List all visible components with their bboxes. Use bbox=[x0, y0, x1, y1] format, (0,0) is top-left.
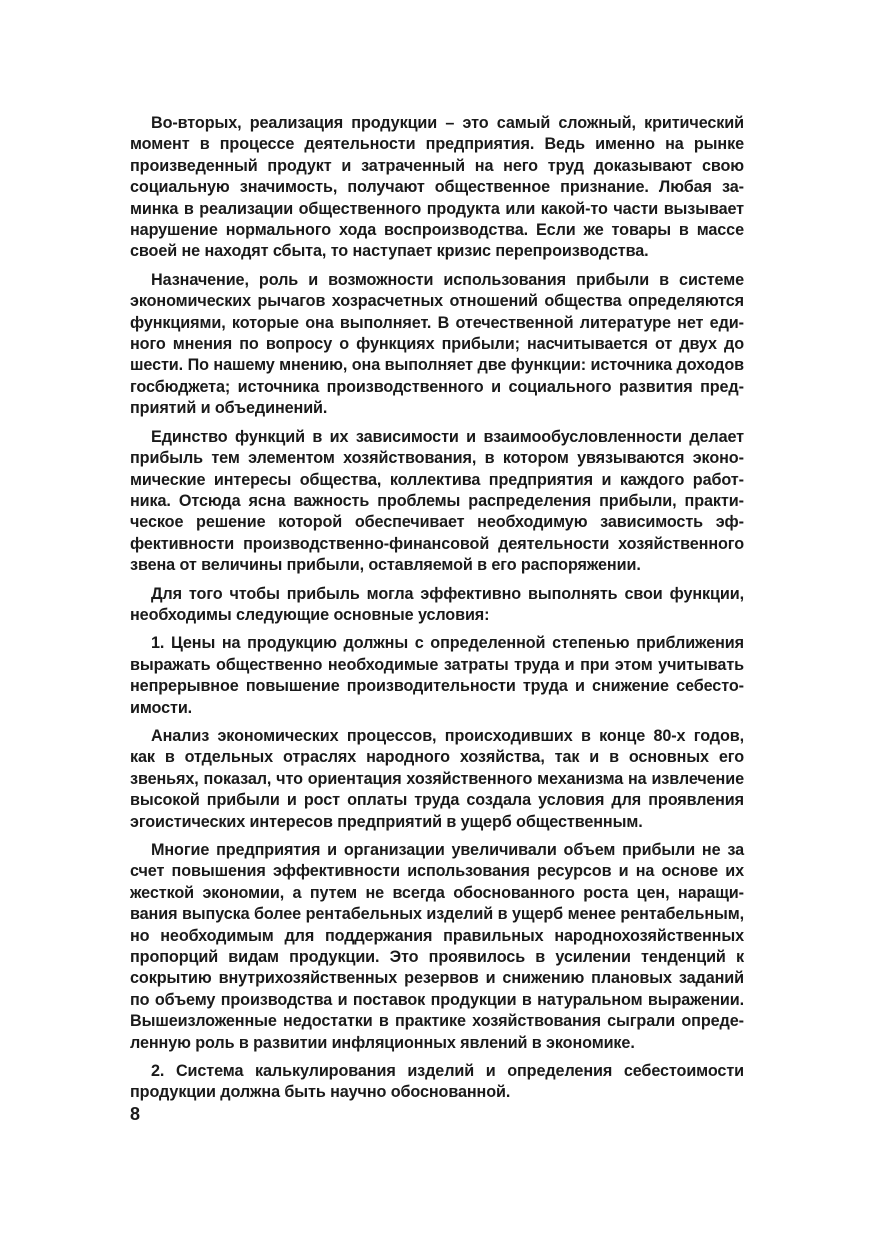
paragraph-6: Анализ экономических процессов, происходивших в конце 80-х годов, как в отдельных отраслях народного хозяйства, так и в основных его звеньях, показал, что ориентация хозяйственного механизма на извлечение высокой прибыли и рост оплаты труда создала условия для проявления эгоистических интересов предприятий в ущерб общественным. bbox=[130, 726, 744, 831]
paragraph-1: Во-вторых, реализация продукции – это самый сложный, критический момент в процессе деятельности предприятия. Ведь именно на рынке произведенный продукт и затраченный на него труд доказывают свою социальную значимость, получают общественное признание. Любая заминка в реализации общественного продукта или какой-то части вызывает нарушение нормального хода воспроизводства. Если же товары в массе своей не находят сбыта, то наступает кризис перепроизводства. bbox=[130, 114, 744, 261]
paragraph-7: Многие предприятия и организации увеличивали объем прибыли не за счет повышения эффективности использования ресурсов и на основе их жесткой экономии, а путем не всегда обоснованного роста цен, наращивания выпуска более рентабельных изделий в ущерб менее рентабельным, но необходимым для поддержания правильных народнохозяйственных пропорций видам продукции. Это проявилось в усилении тенденций к сокрытию внутрихозяйственных резервов и снижению плановых заданий по объему производства и поставок продукции в натуральном выражении. Вышеизложенные недостатки в практике хозяйствования сыграли определенную роль в развитии инфляционных явлений в экономике. bbox=[130, 841, 744, 1052]
paragraph-5: 1. Цены на продукцию должны с определенной степенью приближения выражать общественно необходимые затраты труда и при этом учитывать непрерывное повышение производительности труда и снижение себестоимости. bbox=[130, 634, 744, 717]
page-number: 8 bbox=[130, 1104, 141, 1124]
paragraph-8: 2. Система калькулирования изделий и определения себестоимости продукции должна быть научно обоснованной. bbox=[130, 1062, 744, 1102]
paragraph-4: Для того чтобы прибыль могла эффективно выполнять свои функции, необходимы следующие основные условия: bbox=[130, 584, 744, 624]
body-text bbox=[130, 113, 744, 1111]
paragraph-2: Назначение, роль и возможности использования прибыли в системе экономических рычагов хозрасчетных отношений общества определяются функциями, которые она выполняет. В отечественной литературе нет единого мнения по вопросу о функциях прибыли; насчитывается от двух до шести. По нашему мнению, она выполняет две функции: источника доходов госбюджета; источника производственного и социального развития предприятий и объединений. bbox=[130, 270, 744, 418]
paragraph-3: Единство функций в их зависимости и взаимообусловленности делает прибыль тем элементом хозяйствования, в котором увязываются экономические интересы общества, коллектива предприятия и каждого работника. Отсюда ясна важность проблемы распределения прибыли, практическое решение которой обеспечивает необходимую зависимость эффективности производственно-финансовой деятельности хозяйственного звена от величины прибыли, оставляемой в его распоряжении. bbox=[130, 427, 744, 575]
